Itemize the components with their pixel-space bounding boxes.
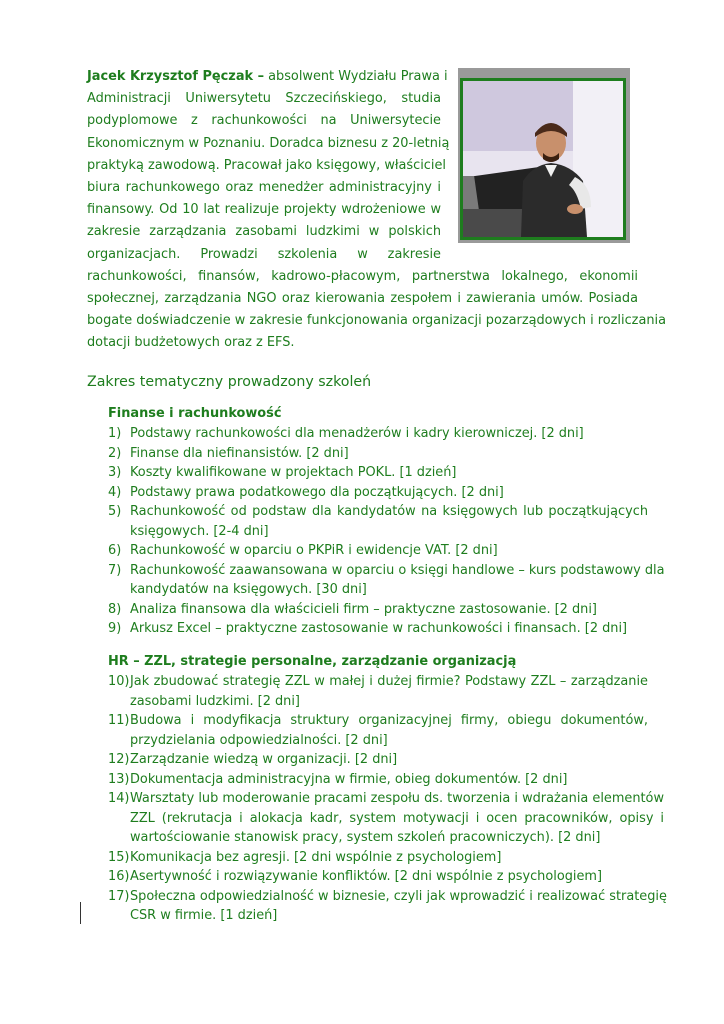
section-title: Zakres tematyczny prowadzony szkoleń <box>87 374 372 390</box>
course-text-line: Komunikacja bez agresji. [2 dni wspólnie z psychologiem] <box>130 849 502 865</box>
course-text <box>130 887 667 926</box>
course-text-line: Podstawy rachunkowości dla menadżerów i kadry kierowniczej. [2 dni] <box>130 426 584 441</box>
course-number: 6) <box>108 543 122 558</box>
course-item <box>108 600 648 620</box>
course-text-line: ZZL (rekrutacja i alokacja kadr, system motywacji i ocen pracowników, opisy i <box>130 810 664 826</box>
bio-line: biura rachunkowego oraz menedżer administracyjny i <box>87 179 441 195</box>
course-item <box>108 424 648 444</box>
bio-line: Ekonomicznym w Poznaniu. Doradca biznesu z 20-letnią <box>87 135 450 151</box>
course-text <box>130 770 648 790</box>
bio-rest-block <box>87 266 666 355</box>
course-group-hr <box>108 652 667 926</box>
course-text <box>130 463 648 483</box>
course-text-line: Dokumentacja administracyjna w firmie, obieg dokumentów. [2 dni] <box>130 771 568 787</box>
bio-line: bogate doświadczenie w zakresie funkcjonowania organizacji pozarządowych i rozliczania <box>87 313 666 329</box>
course-text-line: Podstawy prawa podatkowego dla początkujących. [2 dni] <box>130 484 504 500</box>
bio-paragraph <box>87 66 666 354</box>
course-text-line: Budowa i modyfikacja struktury organizacyjnej firmy, obiegu dokumentów, <box>130 713 648 728</box>
course-item <box>108 887 667 926</box>
bio-line: podyplomowe z rachunkowości na Uniwersytecie <box>87 113 441 129</box>
course-text-line: Rachunkowość od podstaw dla kandydatów na księgowych lub początkujących <box>130 504 648 519</box>
course-item <box>108 483 648 503</box>
course-text-line: Rachunkowość zaawansowana w oparciu o księgi handlowe – kurs podstawowy dla <box>130 562 665 578</box>
course-item <box>108 502 648 541</box>
course-item <box>108 789 664 848</box>
course-text <box>130 502 648 541</box>
course-number: 14) <box>108 791 130 806</box>
bio-line: społecznej, zarządzania NGO oraz kierowania zespołem i zawierania umów. Posiada <box>87 290 638 306</box>
course-item <box>108 541 648 561</box>
course-text-line: wartościowanie stanowisk pracy, system szkoleń pracowniczych). [2 dni] <box>130 830 601 845</box>
course-text-line: CSR w firmie. [1 dzień] <box>130 908 278 923</box>
course-item <box>108 444 648 464</box>
bio-line <box>87 66 448 88</box>
course-group-finance <box>108 404 665 639</box>
course-item <box>108 848 648 868</box>
course-item <box>108 561 665 600</box>
revision-change-bar <box>80 902 81 924</box>
course-item <box>108 750 648 770</box>
course-text <box>130 672 648 711</box>
course-item <box>108 867 648 887</box>
course-text <box>130 424 648 444</box>
course-number: 10) <box>108 674 130 689</box>
course-number: 1) <box>108 426 122 441</box>
bio-top-block <box>87 66 450 266</box>
course-item <box>108 672 648 711</box>
course-text-line: księgowych. [2-4 dni] <box>130 523 269 539</box>
course-text-line: Jak zbudować strategię ZZL w małej i dużej firmie? Podstawy ZZL – zarządzanie <box>130 674 648 689</box>
course-text <box>130 444 648 464</box>
bio-line: organizacjach. Prowadzi szkolenia w zakresie <box>87 246 441 262</box>
course-text <box>130 619 648 639</box>
course-number: 17) <box>108 888 130 904</box>
bio-line: finansowy. Od 10 lat realizuje projekty wdrożeniowe w <box>87 202 441 218</box>
group-title: Finanse i rachunkowość <box>108 406 282 421</box>
course-item <box>108 463 648 483</box>
course-text <box>130 711 648 750</box>
bio-line: praktyką zawodową. Pracował jako księgowy, właściciel <box>87 157 446 173</box>
bio-line: zakresie zarządzania zasobami ludzkimi w polskich <box>87 224 441 240</box>
bio-line: dotacji budżetowych oraz z EFS. <box>87 335 295 351</box>
course-number: 7) <box>108 562 122 578</box>
group-title: HR – ZZL, strategie personalne, zarządzanie organizacją <box>108 654 517 669</box>
course-number: 11) <box>108 713 130 728</box>
course-text <box>130 483 648 503</box>
bio-name: Jacek Krzysztof Pęczak – <box>87 69 265 84</box>
course-text-line: Finanse dla niefinansistów. [2 dni] <box>130 445 349 461</box>
course-number: 5) <box>108 504 122 519</box>
course-text-line: Rachunkowość w oparciu o PKPiR i ewidencje VAT. [2 dni] <box>130 543 498 558</box>
course-number: 15) <box>108 849 130 865</box>
course-text-line: Koszty kwalifikowane w projektach POKL. [1 dzień] <box>130 465 457 480</box>
course-number: 2) <box>108 445 122 461</box>
bio-line-text: absolwent Wydziału Prawa i <box>264 69 448 84</box>
course-number: 3) <box>108 465 122 480</box>
course-text-line: Zarządzanie wiedzą w organizacji. [2 dni] <box>130 752 398 767</box>
bio-line: Administracji Uniwersytetu Szczecińskiego, studia <box>87 91 441 107</box>
course-text-line: Arkusz Excel – praktyczne zastosowanie w rachunkowości i finansach. [2 dni] <box>130 621 628 636</box>
course-item <box>108 711 648 750</box>
course-text-line: zasobami ludzkimi. [2 dni] <box>130 693 300 709</box>
course-text-line: kandydatów na księgowych. [30 dni] <box>130 582 367 597</box>
course-text <box>130 867 648 887</box>
course-text <box>130 848 648 868</box>
course-list <box>108 672 667 926</box>
course-text-line: Warsztaty lub moderowanie pracami zespołu ds. tworzenia i wdrażania elementów <box>130 791 664 806</box>
course-number: 9) <box>108 621 122 636</box>
course-list <box>108 424 665 639</box>
course-text-line: przydzielania odpowiedzialności. [2 dni] <box>130 732 388 748</box>
course-text <box>130 561 665 600</box>
course-number: 12) <box>108 752 130 767</box>
course-item <box>108 770 648 790</box>
course-number: 4) <box>108 484 122 500</box>
course-text-line: Asertywność i rozwiązywanie konfliktów. [2 dni wspólnie z psychologiem] <box>130 869 602 884</box>
course-text <box>130 789 664 848</box>
course-text <box>130 750 648 770</box>
course-text-line: Społeczna odpowiedzialność w biznesie, czyli jak wprowadzić i realizować strategię <box>130 888 667 904</box>
course-item <box>108 619 648 639</box>
course-number: 16) <box>108 869 130 884</box>
course-text <box>130 541 648 561</box>
course-text-line: Analiza finansowa dla właścicieli firm – praktyczne zastosowanie. [2 dni] <box>130 601 597 617</box>
course-number: 8) <box>108 601 122 617</box>
course-text <box>130 600 648 620</box>
bio-line: rachunkowości, finansów, kadrowo-płacowym, partnerstwa lokalnego, ekonomii <box>87 268 638 284</box>
course-number: 13) <box>108 771 130 787</box>
